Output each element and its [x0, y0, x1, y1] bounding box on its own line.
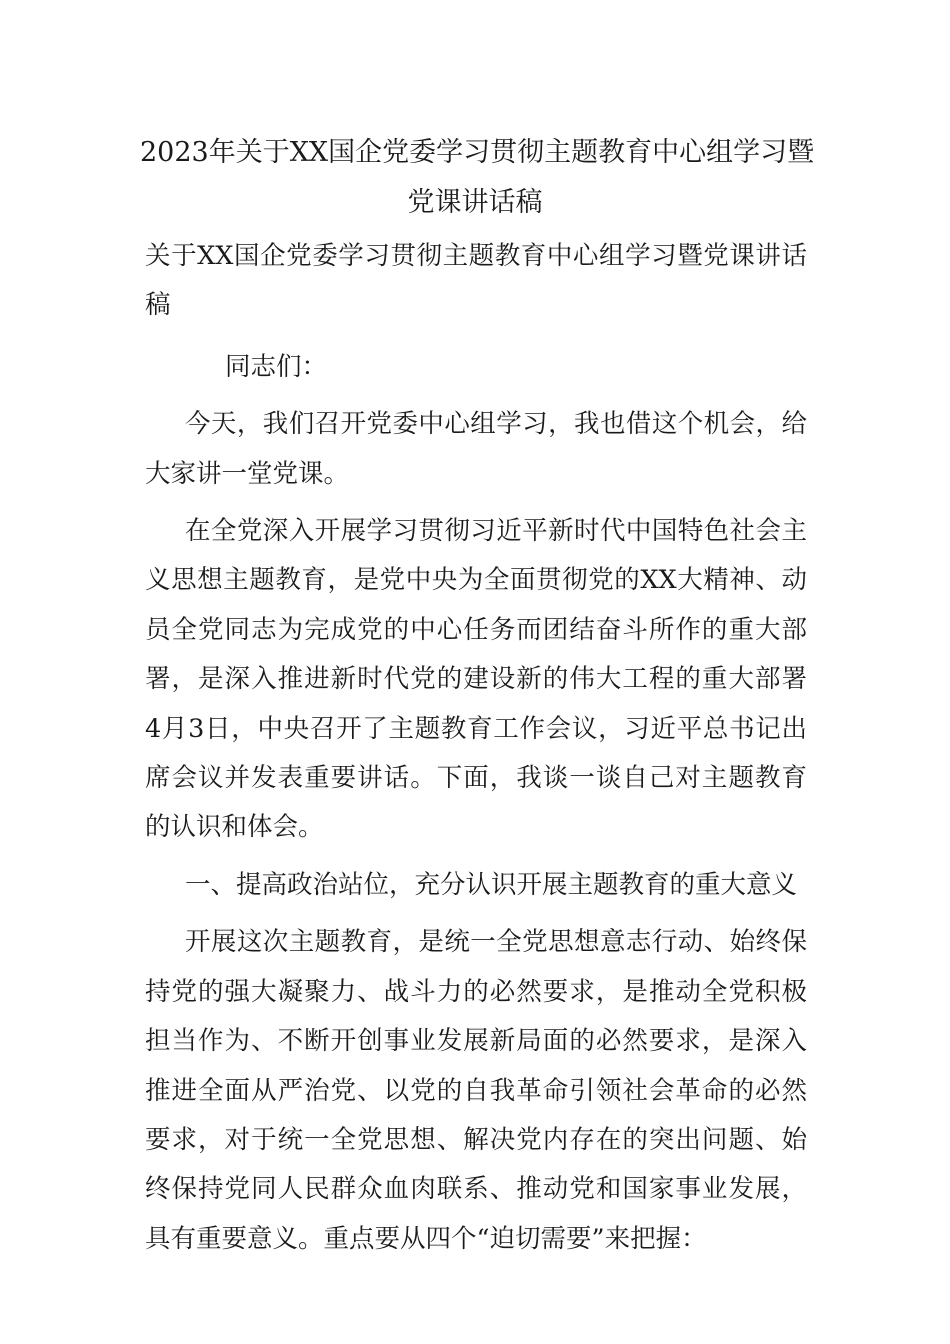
title-line: 党课讲话稿: [407, 187, 543, 218]
document-body: [145, 232, 807, 1264]
paragraph-significance: [145, 918, 807, 1264]
section-heading-line: 一、提高政治站位，充分认识开展主题教育的重大意义: [185, 869, 798, 900]
paragraph-line: 署，是深入推进新时代党的建设新的伟大工程的重大部署: [145, 664, 807, 695]
paragraph-line: 员全党同志为完成党的中心任务而团结奋斗所作的重大部: [145, 614, 807, 645]
subtitle: [145, 232, 807, 331]
section-heading-1: [145, 861, 807, 910]
paragraph-line: 开展这次主题教育，是统一全党思想意志行动、始终保: [185, 927, 807, 958]
salutation: [145, 343, 807, 392]
paragraph-background: [145, 507, 807, 853]
title-line: 2023年关于XX国企党委学习贯彻主题教育中心组学习暨: [140, 137, 815, 168]
paragraph-line: 的认识和体会。: [145, 812, 324, 843]
subtitle-line: 稿: [145, 290, 171, 321]
paragraph-line: 4月3日，中央召开了主题教育工作会议，习近平总书记出: [145, 713, 807, 744]
paragraph-line: 今天，我们召开党委中心组学习，我也借这个机会，给: [185, 409, 807, 440]
paragraph-line: 推进全面从严治党、以党的自我革命引领社会革命的必然: [145, 1075, 807, 1106]
paragraph-line: 担当作为、不断开创事业发展新局面的必然要求，是深入: [145, 1026, 807, 1057]
paragraph-line: 终保持党同人民群众血肉联系、推动党和国家事业发展，: [145, 1174, 807, 1205]
document-title: [140, 128, 815, 228]
paragraph-opening: [145, 400, 807, 499]
salutation-line: 同志们：: [225, 351, 328, 382]
paragraph-line: 具有重要意义。重点要从四个“迫切需要”来把握：: [145, 1223, 707, 1254]
paragraph-line: 持党的强大凝聚力、战斗力的必然要求，是推动全党积极: [145, 976, 807, 1007]
paragraph-line: 席会议并发表重要讲话。下面，我谈一谈自己对主题教育: [145, 763, 807, 794]
paragraph-line: 要求，对于统一全党思想、解决党内存在的突出问题、始: [145, 1124, 807, 1155]
paragraph-line: 大家讲一堂党课。: [145, 458, 350, 489]
subtitle-line: 关于XX国企党委学习贯彻主题教育中心组学习暨党课讲话: [145, 241, 807, 271]
paragraph-line: 在全党深入开展学习贯彻习近平新时代中国特色社会主: [185, 516, 807, 547]
paragraph-line: 义思想主题教育，是党中央为全面贯彻党的XX大精神、动: [145, 565, 807, 596]
